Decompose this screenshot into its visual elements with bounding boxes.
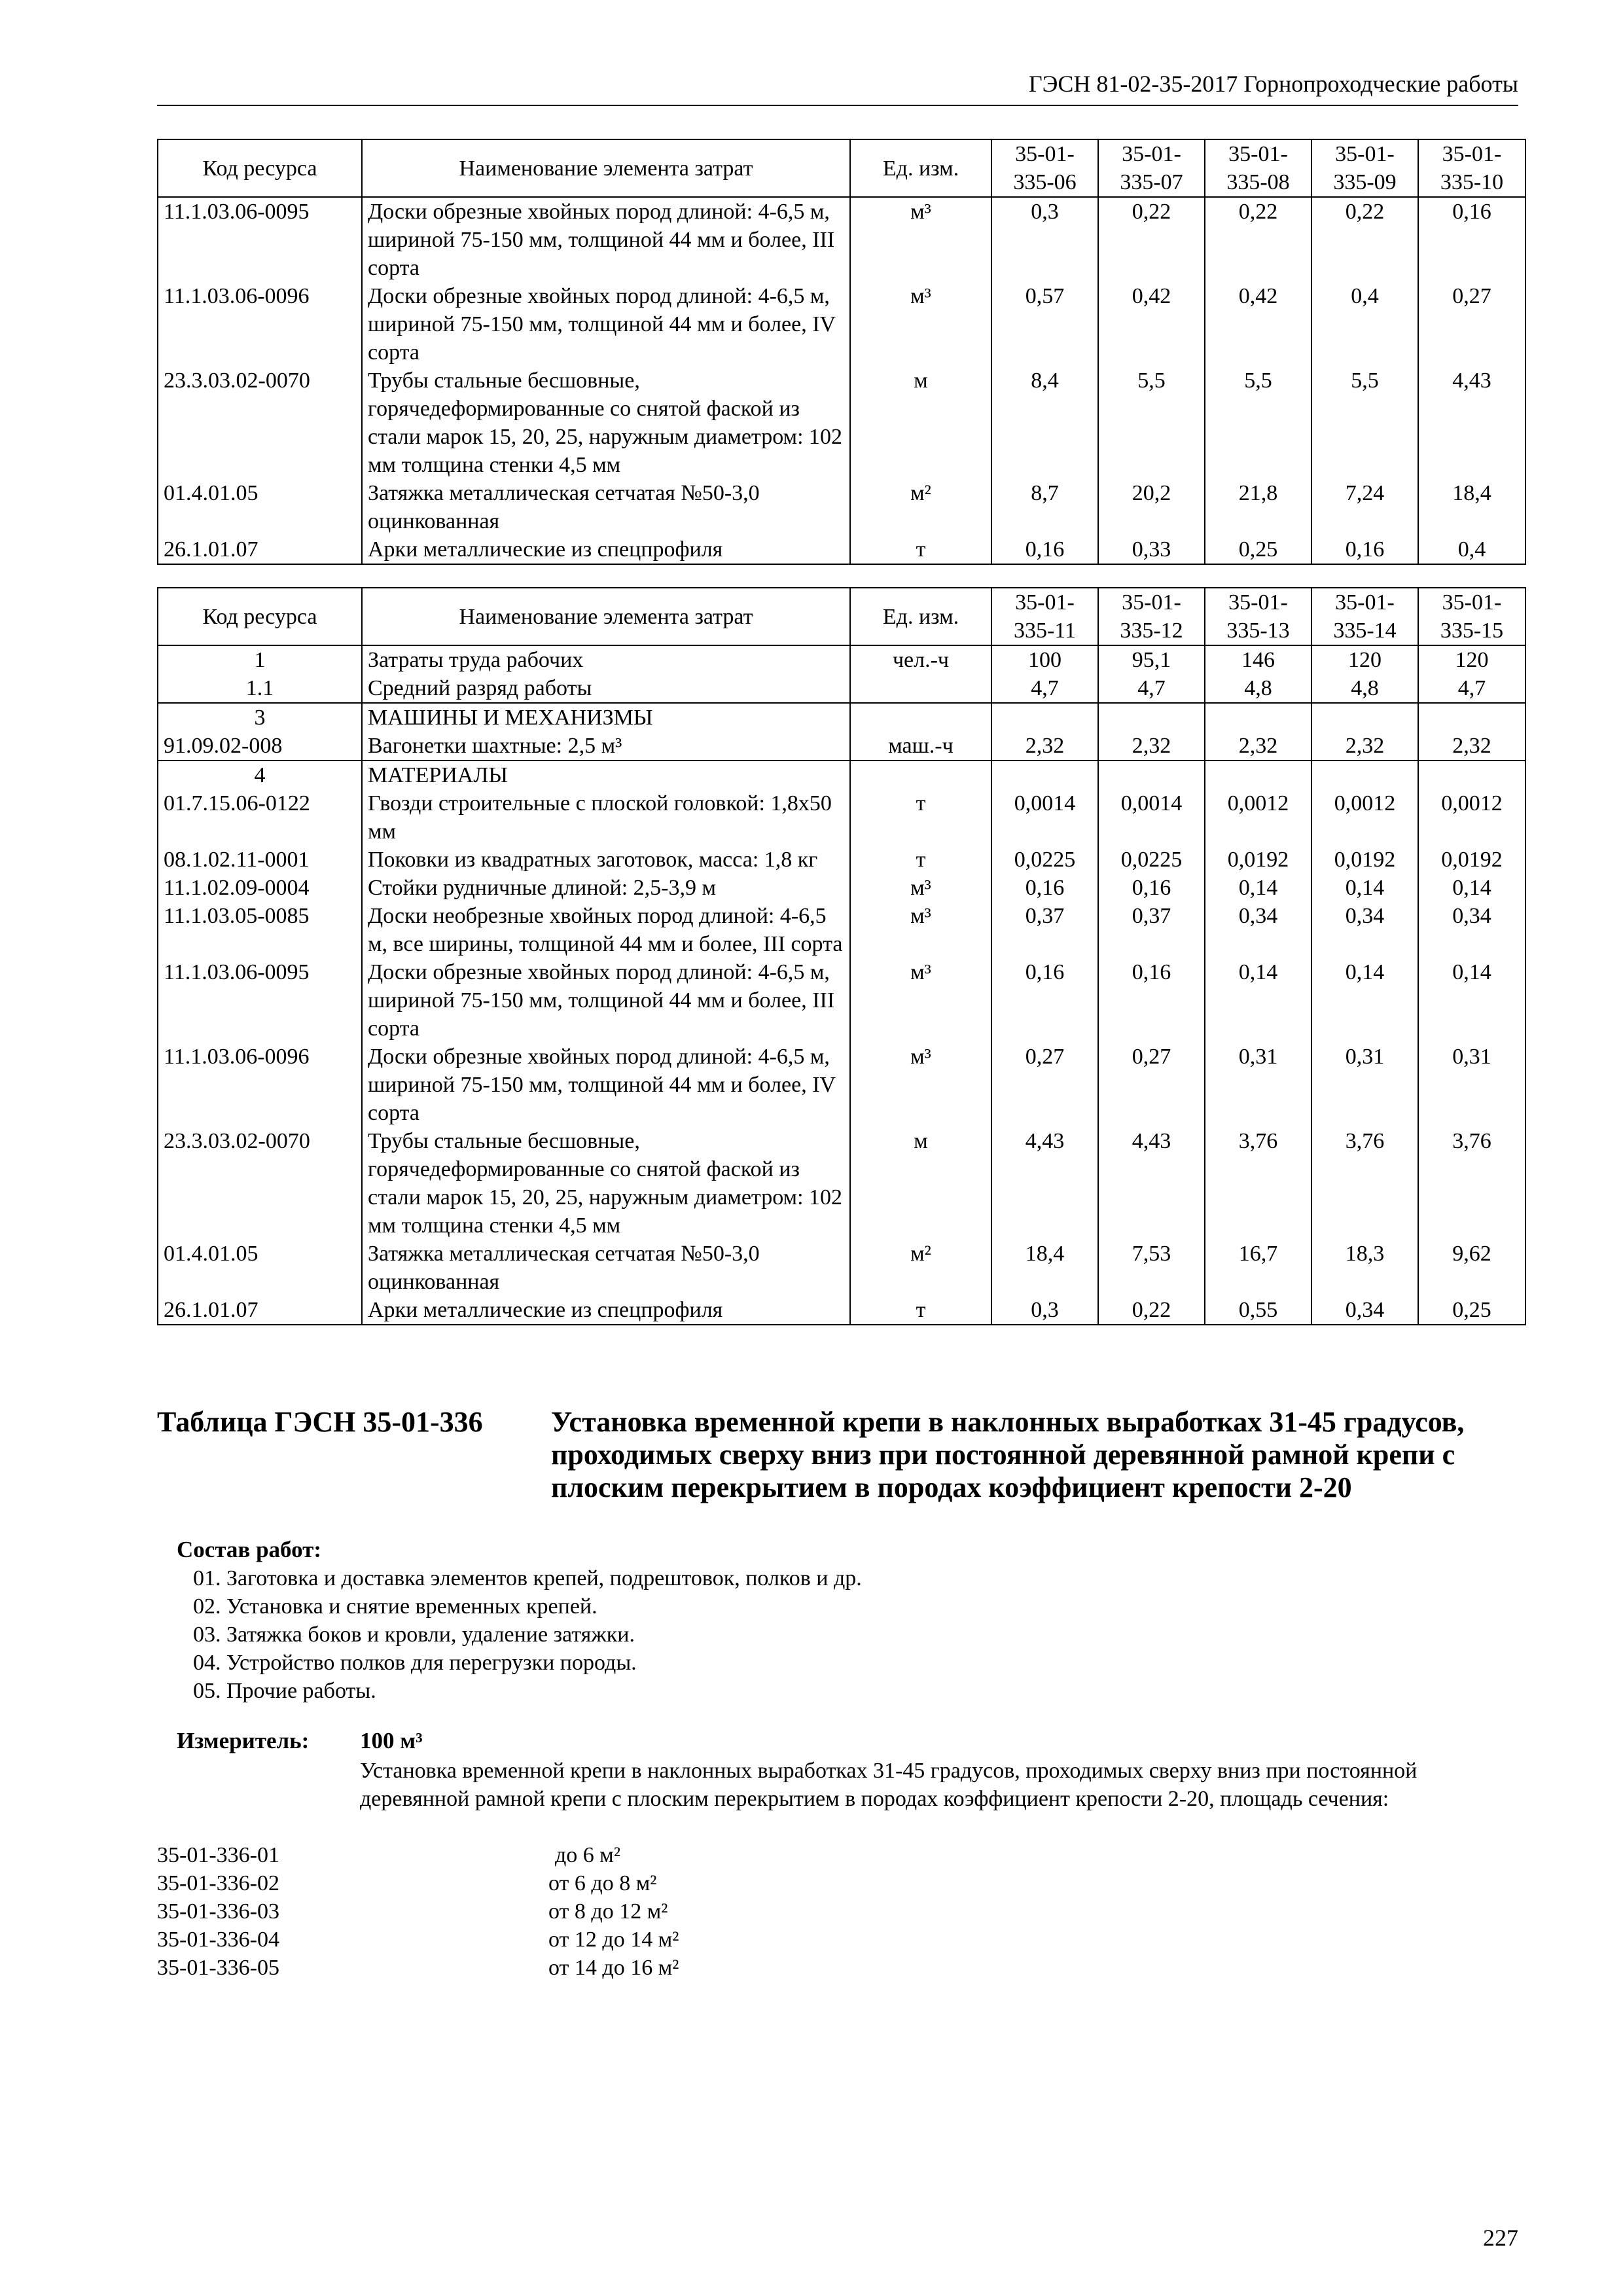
table-row (158, 367, 1525, 479)
cell-value: 0,4 (1418, 535, 1525, 564)
cell-value: 0,0192 (1418, 846, 1525, 874)
cell-value: 4,7 (1098, 674, 1205, 703)
cell-value: 0,37 (1098, 902, 1205, 958)
col-header-norm: 35-01- 335-08 (1205, 139, 1311, 197)
cell-value: 2,32 (1311, 732, 1418, 761)
cell-code: 11.1.03.06-0095 (158, 958, 362, 1043)
cell-value: 9,62 (1418, 1240, 1525, 1296)
cell-value: 3,76 (1205, 1127, 1311, 1240)
header-rule (157, 105, 1518, 106)
norm-description: от 12 до 14 м² (548, 1928, 679, 1952)
col-header-norm: 35-01- 335-09 (1311, 139, 1418, 197)
col-header-code: Код ресурса (158, 139, 362, 197)
cell-value: 16,7 (1205, 1240, 1311, 1296)
cell-value: 0,0014 (991, 789, 1098, 846)
cell-name: Затяжка металлическая сетчатая №50-3,0 оцинкованная (362, 479, 850, 535)
cell-name: Доски обрезные хвойных пород длиной: 4-6,5 м, шириной 75-150 мм, толщиной 44 мм и более, IV сорта (362, 282, 850, 367)
table-row (158, 674, 1525, 703)
cell-name: Доски необрезные хвойных пород длиной: 4-6,5 м, все ширины, толщиной 44 мм и более, III сорта (362, 902, 850, 958)
cell-code: 01.4.01.05 (158, 479, 362, 535)
norm-code-list (157, 1841, 679, 1982)
cell-value: 0,27 (1098, 1043, 1205, 1127)
cell-value: 0,3 (991, 1296, 1098, 1325)
table-header-row (158, 588, 1525, 645)
cell-value: 0,25 (1205, 535, 1311, 564)
cell-name: Средний разряд работы (362, 674, 850, 703)
list-item: 05. Прочие работы. (193, 1679, 376, 1703)
cell-value: 0,16 (1311, 535, 1418, 564)
cell-code: 26.1.01.07 (158, 1296, 362, 1325)
cell-code: 11.1.03.06-0095 (158, 197, 362, 282)
cell-value: 0,0012 (1311, 789, 1418, 846)
cell-value: 18,3 (1311, 1240, 1418, 1296)
cell-code: 91.09.02-008 (158, 732, 362, 761)
cell-unit: маш.-ч (850, 732, 991, 761)
cell-value: 0,14 (1205, 874, 1311, 902)
cell-value (1098, 761, 1205, 789)
cell-unit: т (850, 846, 991, 874)
cell-value (991, 703, 1098, 732)
cell-value: 4,8 (1205, 674, 1311, 703)
cell-value: 8,7 (991, 479, 1098, 535)
measure-description: Установка временной крепи в наклонных выработках 31-45 градусов, проходимых сверху вниз при постоянной деревянной рамной крепи с плоским перекрытием в породах коэффициент крепости 2-20, площадь сечения: (360, 1759, 1418, 1811)
list-item: 01. Заготовка и доставка элементов крепей, подрештовок, полков и др. (193, 1566, 862, 1590)
table-row (158, 1240, 1525, 1296)
cell-value: 0,25 (1418, 1296, 1525, 1325)
cell-value: 0,0192 (1205, 846, 1311, 874)
cell-value: 120 (1418, 645, 1525, 674)
cell-value: 0,22 (1311, 197, 1418, 282)
measure-value: 100 м³ (360, 1728, 423, 1753)
table-row (158, 789, 1525, 846)
cell-value: 7,24 (1311, 479, 1418, 535)
cell-value: 0,0192 (1311, 846, 1418, 874)
cell-unit: м² (850, 479, 991, 535)
table-row (158, 645, 1525, 674)
cell-value: 0,16 (991, 535, 1098, 564)
cell-name: МАШИНЫ И МЕХАНИЗМЫ (362, 703, 850, 732)
cell-value: 20,2 (1098, 479, 1205, 535)
list-item: 04. Устройство полков для перегрузки породы. (193, 1651, 637, 1675)
list-item (157, 1869, 679, 1897)
cell-value: 5,5 (1098, 367, 1205, 479)
work-composition-list (193, 1564, 862, 1705)
cell-value: 8,4 (991, 367, 1098, 479)
cell-value: 0,14 (1418, 958, 1525, 1043)
cell-name: Доски обрезные хвойных пород длиной: 4-6,5 м, шириной 75-150 мм, толщиной 44 мм и более, III сорта (362, 958, 850, 1043)
cell-value: 4,7 (991, 674, 1098, 703)
cell-name: Вагонетки шахтные: 2,5 м³ (362, 732, 850, 761)
cell-unit: т (850, 1296, 991, 1325)
cell-name: Арки металлические из спецпрофиля (362, 1296, 850, 1325)
cell-code: 23.3.03.02-0070 (158, 367, 362, 479)
cell-unit: м² (850, 1240, 991, 1296)
list-item: 03. Затяжка боков и кровли, удаление затяжки. (193, 1623, 635, 1647)
cell-value: 0,22 (1098, 1296, 1205, 1325)
cell-unit: м³ (850, 197, 991, 282)
cell-unit: м³ (850, 874, 991, 902)
cell-name: Затраты труда рабочих (362, 645, 850, 674)
cell-value: 120 (1311, 645, 1418, 674)
page-header-title: ГЭСН 81-02-35-2017 Горнопроходческие работы (1028, 71, 1518, 97)
cell-value: 5,5 (1205, 367, 1311, 479)
cell-value: 5,5 (1311, 367, 1418, 479)
col-header-norm: 35-01- 335-11 (991, 588, 1098, 645)
cell-value (1205, 761, 1311, 789)
table-row (158, 197, 1525, 282)
cell-value (1311, 761, 1418, 789)
cell-value: 0,34 (1311, 902, 1418, 958)
col-header-unit: Ед. изм. (850, 588, 991, 645)
cell-value: 0,34 (1205, 902, 1311, 958)
table-row (158, 958, 1525, 1043)
col-header-norm: 35-01- 335-06 (991, 139, 1098, 197)
col-header-norm: 35-01- 335-12 (1098, 588, 1205, 645)
col-header-norm: 35-01- 335-14 (1311, 588, 1418, 645)
cell-value: 0,16 (1098, 958, 1205, 1043)
cell-code: 11.1.03.06-0096 (158, 282, 362, 367)
cell-value: 0,31 (1205, 1043, 1311, 1127)
cell-value: 0,27 (991, 1043, 1098, 1127)
cell-value: 0,0014 (1098, 789, 1205, 846)
cell-value: 0,22 (1205, 197, 1311, 282)
cell-value: 0,37 (991, 902, 1098, 958)
cell-name: Доски обрезные хвойных пород длиной: 4-6,5 м, шириной 75-150 мм, толщиной 44 мм и более, IV сорта (362, 1043, 850, 1127)
col-header-code: Код ресурса (158, 588, 362, 645)
norm-code: 35-01-336-02 (157, 1871, 279, 1895)
norm-description: до 6 м² (555, 1843, 621, 1867)
cell-value: 100 (991, 645, 1098, 674)
cell-name: МАТЕРИАЛЫ (362, 761, 850, 789)
cell-value: 0,22 (1098, 197, 1205, 282)
resource-table-1 (157, 139, 1526, 565)
cell-value: 4,7 (1418, 674, 1525, 703)
cell-name: Поковки из квадратных заготовок, масса: 1,8 кг (362, 846, 850, 874)
cell-value: 0,55 (1205, 1296, 1311, 1325)
list-item (157, 1926, 679, 1954)
cell-unit: т (850, 789, 991, 846)
cell-code: 3 (158, 703, 362, 732)
table-row (158, 1127, 1525, 1240)
cell-value: 0,34 (1418, 902, 1525, 958)
cell-value: 3,76 (1311, 1127, 1418, 1240)
cell-value: 0,16 (1418, 197, 1525, 282)
cell-value: 2,32 (991, 732, 1098, 761)
cell-unit: м³ (850, 902, 991, 958)
table-row (158, 874, 1525, 902)
col-header-unit: Ед. изм. (850, 139, 991, 197)
cell-code: 23.3.03.02-0070 (158, 1127, 362, 1240)
table-label: Таблица ГЭСН 35-01-336 (157, 1406, 483, 1438)
table-group-row (158, 703, 1525, 732)
table-group-row (158, 761, 1525, 789)
cell-value: 2,32 (1418, 732, 1525, 761)
cell-value: 4,8 (1311, 674, 1418, 703)
cell-value (1311, 703, 1418, 732)
cell-unit: м³ (850, 1043, 991, 1127)
cell-value: 3,76 (1418, 1127, 1525, 1240)
cell-code: 1 (158, 645, 362, 674)
norm-code: 35-01-336-05 (157, 1956, 279, 1980)
cell-value: 21,8 (1205, 479, 1311, 535)
cell-value: 0,57 (991, 282, 1098, 367)
cell-name: Трубы стальные бесшовные, горячедеформированные со снятой фаской из стали марок 15, 20, 25, наружным диаметром: 102 мм толщина стенки 4,5 мм (362, 367, 850, 479)
cell-value: 0,0225 (1098, 846, 1205, 874)
table-row (158, 1043, 1525, 1127)
list-item (157, 1897, 679, 1926)
cell-name: Доски обрезные хвойных пород длиной: 4-6,5 м, шириной 75-150 мм, толщиной 44 мм и более, III сорта (362, 197, 850, 282)
norm-description: от 8 до 12 м² (548, 1899, 668, 1924)
list-item (157, 1841, 679, 1869)
col-header-name: Наименование элемента затрат (362, 588, 850, 645)
cell-value: 0,34 (1311, 1296, 1418, 1325)
col-header-norm: 35-01- 335-15 (1418, 588, 1525, 645)
work-composition-heading: Состав работ: (177, 1537, 321, 1562)
cell-name: Трубы стальные бесшовные, горячедеформированные со снятой фаской из стали марок 15, 20, 25, наружным диаметром: 102 мм толщина стенки 4,5 мм (362, 1127, 850, 1240)
cell-value: 2,32 (1205, 732, 1311, 761)
cell-unit (850, 703, 991, 732)
cell-code: 26.1.01.07 (158, 535, 362, 564)
norm-code: 35-01-336-03 (157, 1899, 279, 1924)
norm-description: от 14 до 16 м² (548, 1956, 679, 1980)
col-header-norm: 35-01- 335-13 (1205, 588, 1311, 645)
cell-value: 0,0012 (1205, 789, 1311, 846)
cell-code: 01.4.01.05 (158, 1240, 362, 1296)
col-header-name: Наименование элемента затрат (362, 139, 850, 197)
cell-code: 11.1.03.06-0096 (158, 1043, 362, 1127)
table-row (158, 535, 1525, 564)
cell-unit: м (850, 367, 991, 479)
cell-name: Арки металлические из спецпрофиля (362, 535, 850, 564)
table-row (158, 902, 1525, 958)
table-row (158, 1296, 1525, 1325)
cell-value: 0,16 (1098, 874, 1205, 902)
cell-unit (850, 761, 991, 789)
table-row (158, 846, 1525, 874)
cell-value: 0,14 (1311, 958, 1418, 1043)
cell-code: 11.1.02.09-0004 (158, 874, 362, 902)
cell-value: 0,42 (1205, 282, 1311, 367)
cell-name: Затяжка металлическая сетчатая №50-3,0 оцинкованная (362, 1240, 850, 1296)
cell-value: 2,32 (1098, 732, 1205, 761)
cell-unit: т (850, 535, 991, 564)
norm-description: от 6 до 8 м² (548, 1871, 657, 1895)
cell-value: 95,1 (1098, 645, 1205, 674)
cell-value: 4,43 (1098, 1127, 1205, 1240)
cell-value: 146 (1205, 645, 1311, 674)
norm-code: 35-01-336-01 (157, 1843, 279, 1867)
cell-code: 08.1.02.11-0001 (158, 846, 362, 874)
cell-value: 0,0012 (1418, 789, 1525, 846)
cell-unit (850, 674, 991, 703)
cell-code: 01.7.15.06-0122 (158, 789, 362, 846)
norm-code: 35-01-336-04 (157, 1928, 279, 1952)
cell-value: 0,0225 (991, 846, 1098, 874)
cell-value: 0,16 (991, 874, 1098, 902)
table-row (158, 282, 1525, 367)
cell-value: 0,14 (1311, 874, 1418, 902)
resource-table-2 (157, 587, 1526, 1325)
cell-value: 0,14 (1418, 874, 1525, 902)
cell-value: 0,31 (1418, 1043, 1525, 1127)
cell-value: 4,43 (991, 1127, 1098, 1240)
cell-value: 18,4 (991, 1240, 1098, 1296)
page-number: 227 (1483, 2225, 1518, 2251)
cell-value (1418, 703, 1525, 732)
cell-value: 0,27 (1418, 282, 1525, 367)
cell-value (991, 761, 1098, 789)
cell-value (1098, 703, 1205, 732)
cell-code: 1.1 (158, 674, 362, 703)
list-item: 02. Установка и снятие временных крепей. (193, 1594, 597, 1619)
cell-value: 0,3 (991, 197, 1098, 282)
cell-value (1205, 703, 1311, 732)
cell-value: 0,16 (991, 958, 1098, 1043)
cell-unit: м³ (850, 282, 991, 367)
cell-value: 18,4 (1418, 479, 1525, 535)
cell-value: 0,4 (1311, 282, 1418, 367)
cell-value: 0,42 (1098, 282, 1205, 367)
cell-unit: чел.-ч (850, 645, 991, 674)
cell-unit: м³ (850, 958, 991, 1043)
table-title: Установка временной крепи в наклонных выработках 31-45 градусов, проходимых сверху вниз при постоянной деревянной рамной крепи с плоским перекрытием в породах коэффициент крепости 2-20 (551, 1406, 1465, 1503)
measure-label: Измеритель: (177, 1728, 310, 1753)
table-header-row (158, 139, 1525, 197)
cell-value: 4,43 (1418, 367, 1525, 479)
cell-value: 0,31 (1311, 1043, 1418, 1127)
cell-code: 11.1.03.05-0085 (158, 902, 362, 958)
cell-unit: м (850, 1127, 991, 1240)
cell-name: Гвозди строительные с плоской головкой: 1,8х50 мм (362, 789, 850, 846)
table-row (158, 732, 1525, 761)
col-header-norm: 35-01- 335-10 (1418, 139, 1525, 197)
cell-value: 0,14 (1205, 958, 1311, 1043)
col-header-norm: 35-01- 335-07 (1098, 139, 1205, 197)
cell-name: Стойки рудничные длиной: 2,5-3,9 м (362, 874, 850, 902)
cell-value (1418, 761, 1525, 789)
table-row (158, 479, 1525, 535)
cell-value: 0,33 (1098, 535, 1205, 564)
list-item (157, 1954, 679, 1982)
cell-code: 4 (158, 761, 362, 789)
cell-value: 7,53 (1098, 1240, 1205, 1296)
